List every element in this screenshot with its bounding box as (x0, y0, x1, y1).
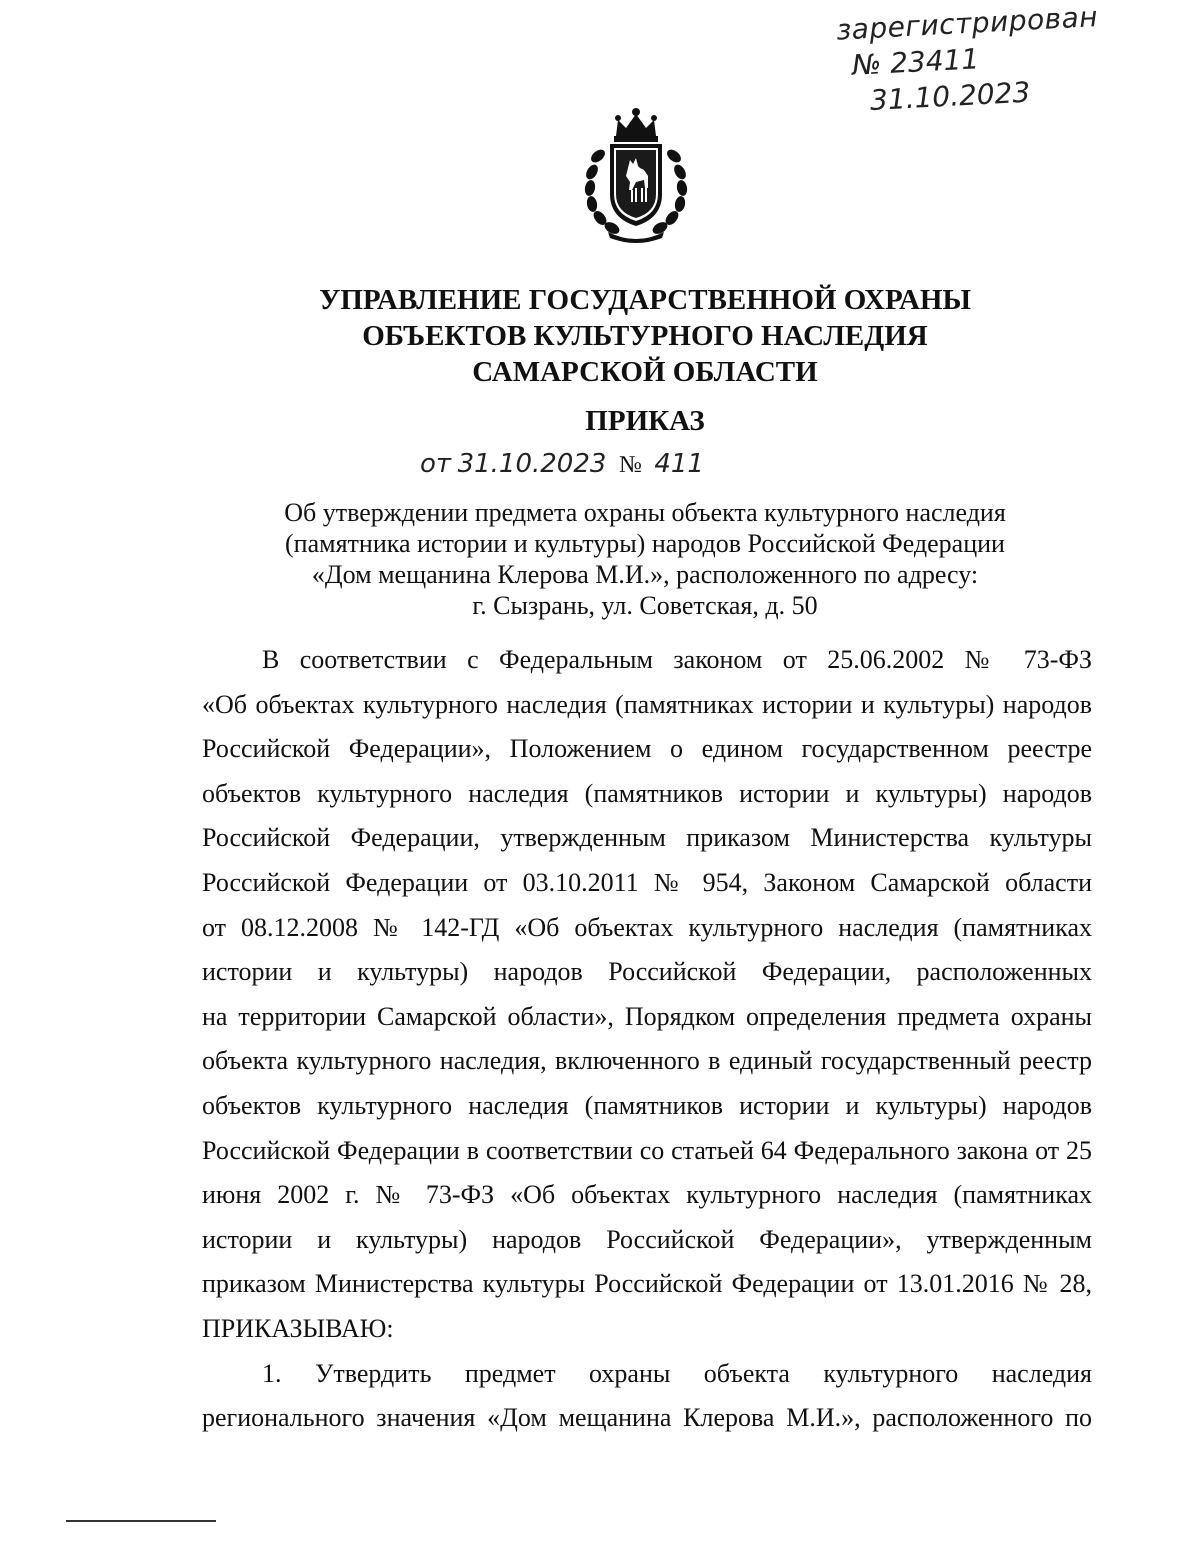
document-body (202, 643, 1092, 1446)
body-line: объекта культурного наследия, включенного в единый государственный реестр (202, 1046, 1092, 1076)
body-line: объектов культурного наследия (памятников истории и культуры) народов (202, 1090, 1092, 1120)
order-number: 411 (654, 449, 704, 479)
document-type-heading: ПРИКАЗ (585, 405, 705, 437)
body-line: истории и культуры) народов Российской Федерации, расположенных (202, 957, 1092, 987)
body-line: июня 2002 г. № 73-ФЗ «Об объектах культурного наследия (памятниках (202, 1180, 1092, 1210)
body-line: регионального значения «Дом мещанина Клерова М.И.», расположенного по (202, 1403, 1092, 1433)
registration-handwritten-note (835, 0, 1170, 121)
body-line: Российской Федерации в соответствии со статьей 64 Федерального закона от 25 (202, 1135, 1092, 1165)
subject-line: г. Сызрань, ул. Советская, д. 50 (472, 591, 818, 620)
body-line: от 08.12.2008 № 142-ГД «Об объектах культурного наследия (памятниках (202, 912, 1092, 942)
organization-title-line: ОБЪЕКТОВ КУЛЬТУРНОГО НАСЛЕДИЯ (362, 320, 928, 352)
body-line: 1. Утвердить предмет охраны объекта культурного наследия (262, 1358, 1092, 1388)
organization-title-line: УПРАВЛЕНИЕ ГОСУДАРСТВЕННОЙ ОХРАНЫ (319, 284, 971, 316)
order-date-number (420, 440, 740, 488)
handwritten-note-line: 31.10.2023 (869, 75, 1032, 117)
document-subject (150, 497, 1140, 621)
body-line: на территории Самарской области», Порядком определения предмета охраны (202, 1001, 1092, 1031)
number-sign: № (618, 452, 642, 478)
organization-title (150, 282, 1140, 390)
body-line: ПРИКАЗЫВАЮ: (202, 1313, 394, 1343)
date-prefix: от (420, 449, 452, 479)
coat-of-arms-icon (578, 106, 694, 244)
order-date: 31.10.2023 (457, 449, 607, 479)
body-line: Российской Федерации», Положением о едином государственном реестре (202, 734, 1092, 764)
body-line: приказом Министерства культуры Российской Федерации от 13.01.2016 № 28, (202, 1269, 1092, 1299)
handwritten-note-line: зарегистрирован (835, 0, 1099, 47)
body-line: Российской Федерации от 03.10.2011 № 954, Законом Самарской области (202, 867, 1092, 897)
subject-line: Об утверждении предмета охраны объекта культурного наследия (284, 498, 1006, 527)
subject-line: (памятника истории и культуры) народов Российской Федерации (285, 529, 1005, 558)
handwritten-note-line: № 23411 (851, 42, 980, 82)
body-line: «Об объектах культурного наследия (памятниках истории и культуры) народов (202, 689, 1092, 719)
body-line: истории и культуры) народов Российской Федерации», утвержденным (202, 1224, 1092, 1254)
body-line: В соответствии с Федеральным законом от 25.06.2002 № 73-ФЗ (262, 645, 1092, 674)
subject-line: «Дом мещанина Клерова М.И.», расположенного по адресу: (311, 560, 979, 589)
footnote-separator (66, 1520, 216, 1522)
body-line: объектов культурного наследия (памятников истории и культуры) народов (202, 778, 1092, 808)
organization-title-line: САМАРСКОЙ ОБЛАСТИ (472, 356, 818, 388)
body-line: Российской Федерации, утвержденным приказом Министерства культуры (202, 823, 1092, 853)
